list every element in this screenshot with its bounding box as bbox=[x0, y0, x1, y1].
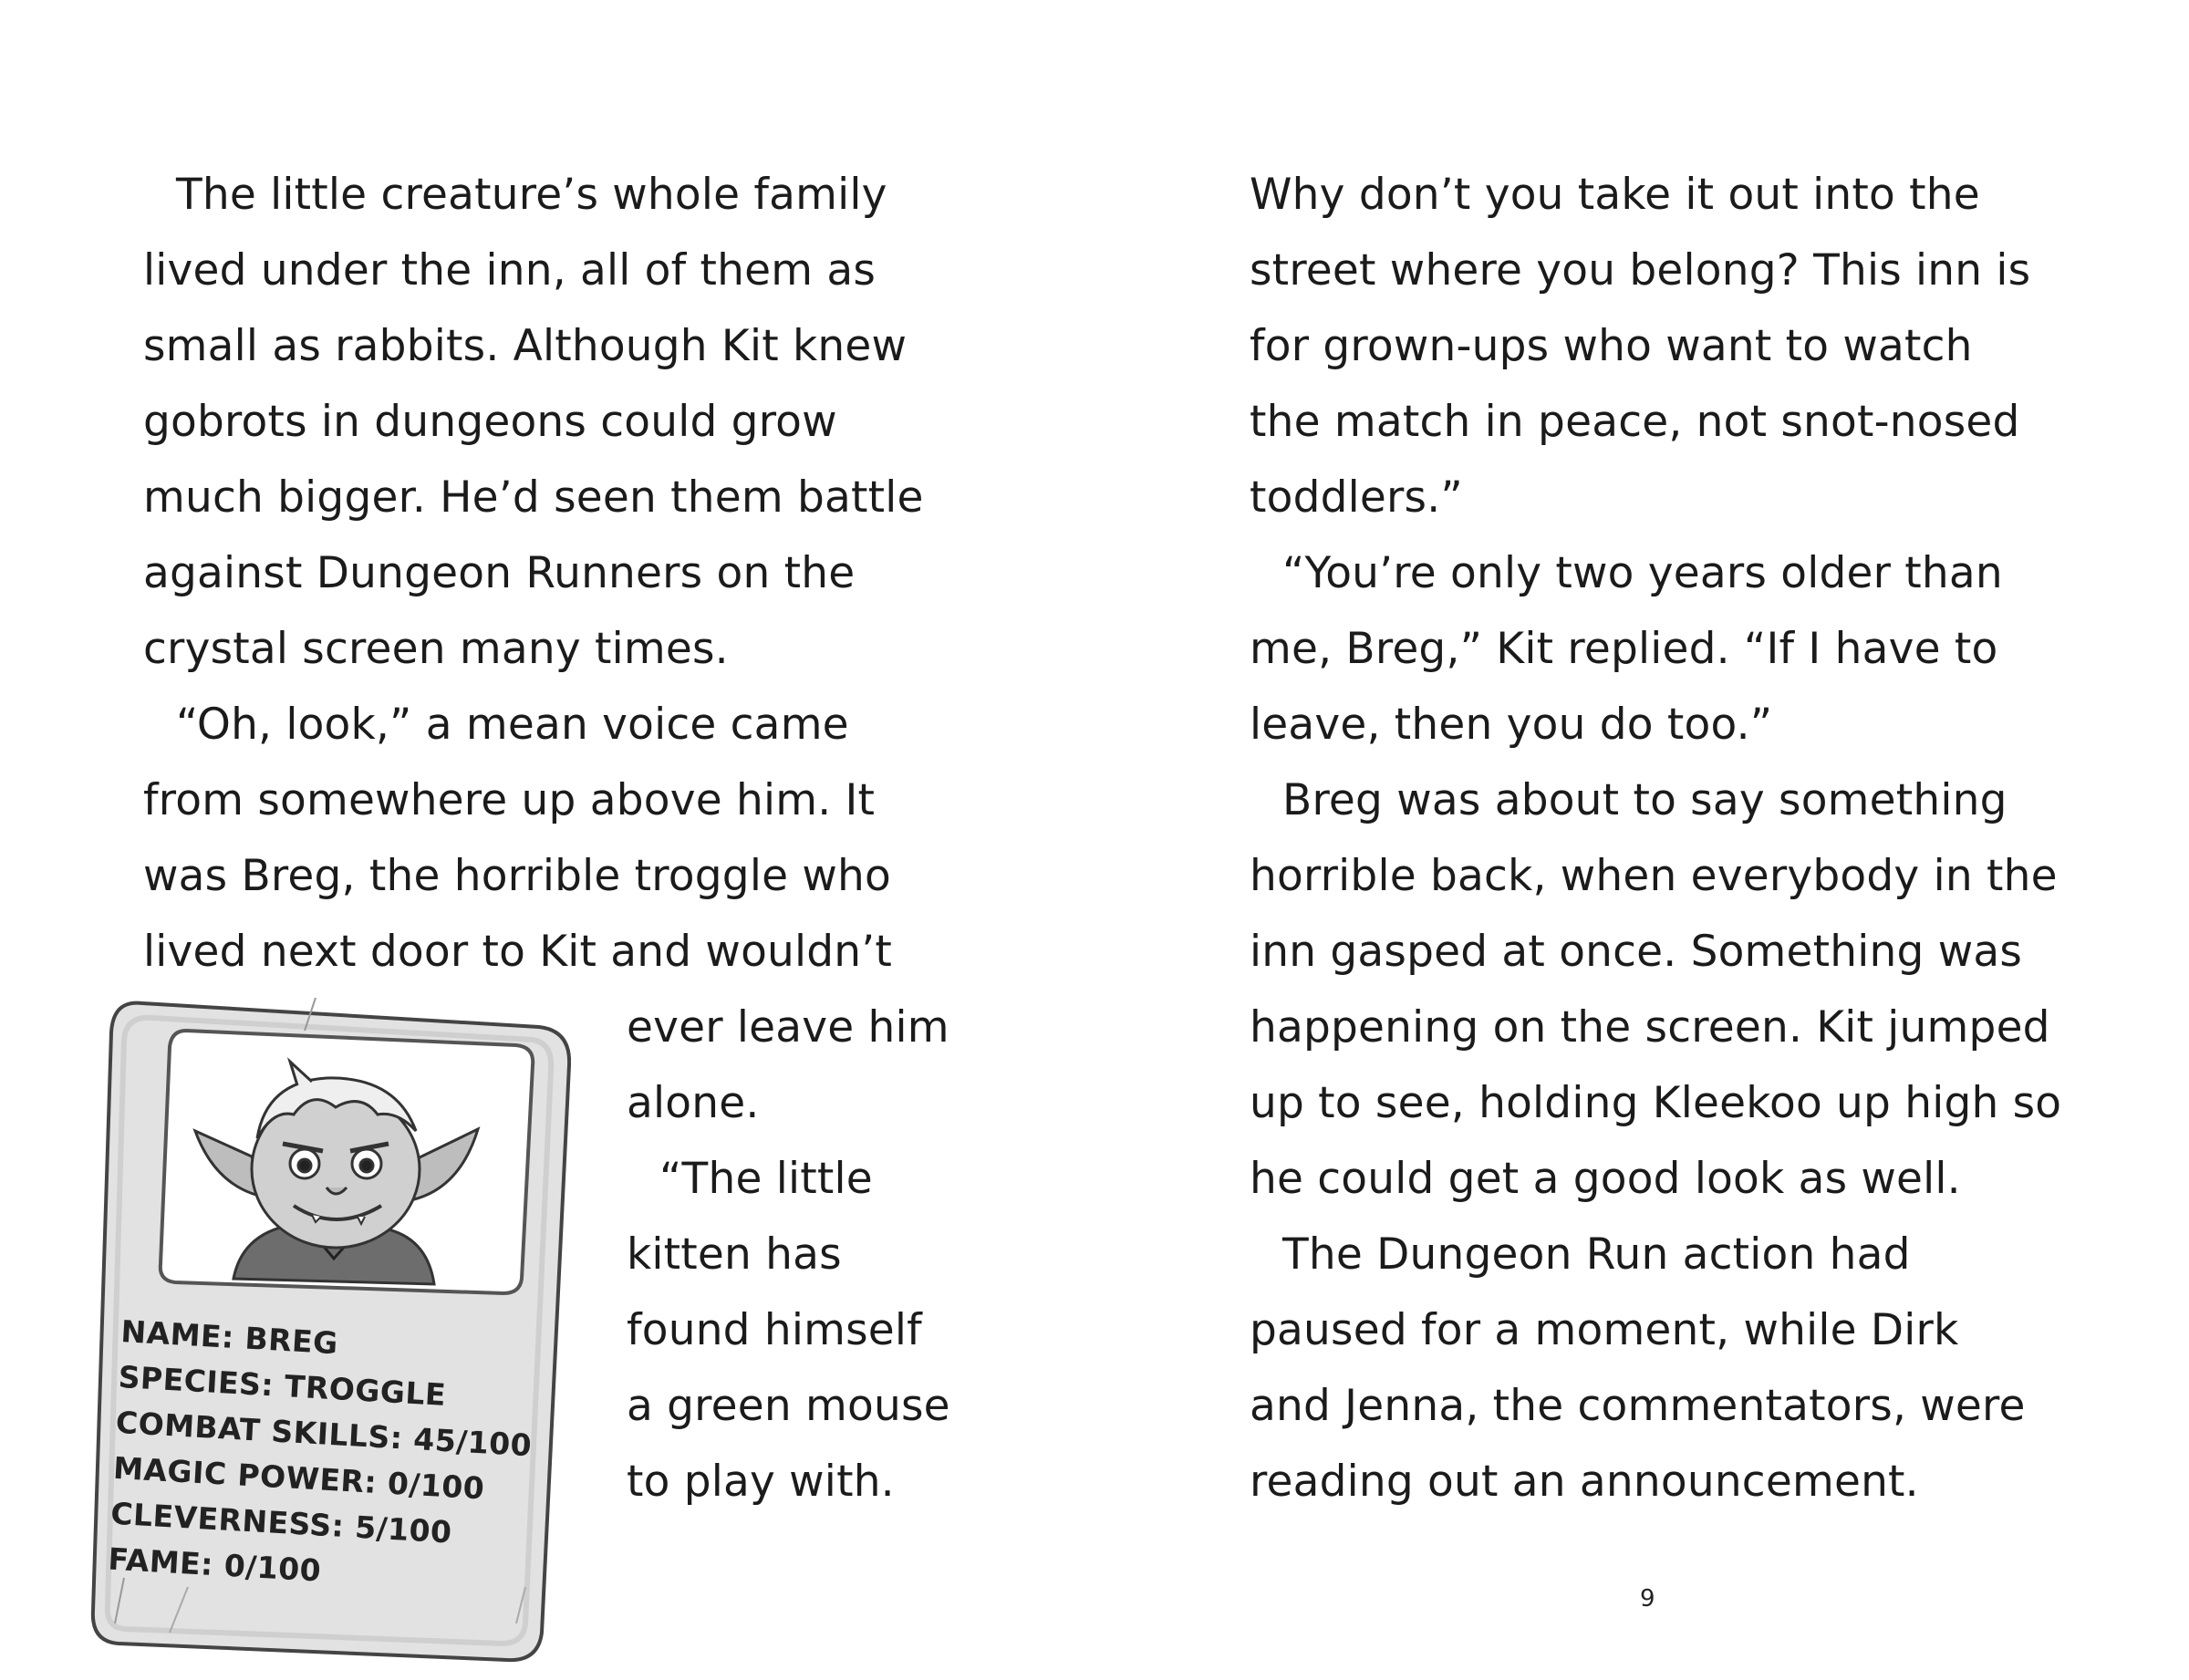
page-number: 9 bbox=[1640, 1585, 1655, 1613]
text-line: The Dungeon Run action had bbox=[1282, 1229, 1911, 1280]
text-line: The little creature’s whole family bbox=[176, 170, 887, 220]
stat-cleverness: CLEVERNESS: 5/100 bbox=[109, 1495, 453, 1550]
text-line: much bigger. He’d seen them battle bbox=[143, 472, 924, 523]
text-line: “Oh, look,” a mean voice came bbox=[176, 700, 849, 750]
character-card bbox=[88, 994, 571, 1669]
text-line: was Breg, the horrible troggle who bbox=[143, 851, 891, 901]
text-line: small as rabbits. Although Kit knew bbox=[143, 321, 908, 371]
text-line: against Dungeon Runners on the bbox=[143, 548, 856, 598]
text-line: up to see, holding Kleekoo up high so bbox=[1250, 1078, 2062, 1128]
text-line: me, Breg,” Kit replied. “If I have to bbox=[1250, 624, 1998, 674]
text-line: gobrots in dungeons could grow bbox=[143, 397, 837, 447]
text-line: for grown-ups who want to watch bbox=[1250, 321, 1973, 371]
text-line: kitten has bbox=[627, 1229, 842, 1280]
text-line: found himself bbox=[627, 1305, 922, 1355]
text-line: Why don’t you take it out into the bbox=[1250, 170, 1980, 220]
stat-species: SPECIES: TROGGLE bbox=[117, 1358, 448, 1413]
text-line: “The little bbox=[659, 1154, 873, 1204]
stat-block bbox=[107, 1309, 538, 1605]
text-line: alone. bbox=[627, 1078, 760, 1128]
text-line: leave, then you do too.” bbox=[1250, 700, 1773, 750]
stat-magic-power: MAGIC POWER: 0/100 bbox=[112, 1449, 486, 1507]
text-line: toddlers.” bbox=[1250, 472, 1463, 523]
stat-name: NAME: BREG bbox=[119, 1312, 339, 1362]
text-line: a green mouse bbox=[627, 1381, 950, 1431]
text-line: lived next door to Kit and wouldn’t bbox=[143, 927, 893, 977]
text-line: happening on the screen. Kit jumped bbox=[1250, 1002, 2050, 1053]
text-line: inn gasped at once. Something was bbox=[1250, 927, 2023, 977]
text-line: Breg was about to say something bbox=[1282, 775, 2007, 825]
text-line: the match in peace, not snot-nosed bbox=[1250, 397, 2020, 447]
text-line: horrible back, when everybody in the bbox=[1250, 851, 2058, 901]
text-line: “You’re only two years older than bbox=[1282, 548, 2003, 598]
text-line: and Jenna, the commentators, were bbox=[1250, 1381, 2026, 1431]
stat-fame: FAME: 0/100 bbox=[107, 1540, 323, 1589]
text-line: ever leave him bbox=[627, 1002, 949, 1053]
text-line: he could get a good look as well. bbox=[1250, 1154, 1961, 1204]
text-line: crystal screen many times. bbox=[143, 624, 729, 674]
text-line: street where you belong? This inn is bbox=[1250, 245, 2031, 296]
text-line: to play with. bbox=[627, 1457, 895, 1507]
text-line: lived under the inn, all of them as bbox=[143, 245, 877, 296]
text-line: from somewhere up above him. It bbox=[143, 775, 876, 825]
text-line: reading out an announcement. bbox=[1250, 1457, 1919, 1507]
stat-combat-skills: COMBAT SKILLS: 45/100 bbox=[114, 1404, 534, 1464]
text-line: paused for a moment, while Dirk bbox=[1250, 1305, 1959, 1355]
